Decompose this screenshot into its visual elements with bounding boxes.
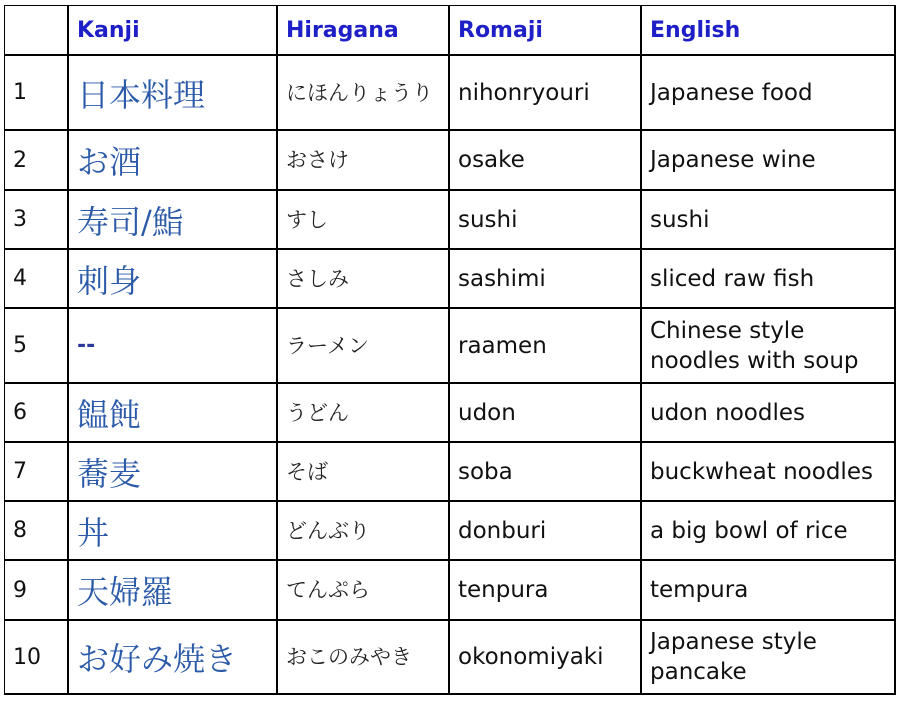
romaji-cell: okonomiyaki (450, 621, 642, 695)
english-cell: a big bowl of rice (642, 502, 896, 561)
kanji-cell: 蕎麦 (69, 443, 278, 502)
romaji-cell: nihonryouri (450, 56, 642, 131)
english-cell: sliced raw fish (642, 250, 896, 309)
kanji-cell: お酒 (69, 131, 278, 191)
romaji-cell: osake (450, 131, 642, 191)
hiragana-cell: ラーメン (278, 309, 450, 384)
table-row (5, 56, 896, 131)
header-number (5, 6, 69, 56)
row-number: 3 (5, 191, 69, 250)
english-cell: Chinese style noodles with soup (642, 309, 896, 384)
kanji-cell: -- (69, 309, 278, 384)
hiragana-cell: にほんりょうり (278, 56, 450, 131)
english-cell: buckwheat noodles (642, 443, 896, 502)
kanji-cell: 丼 (69, 502, 278, 561)
hiragana-cell: てんぷら (278, 561, 450, 621)
header-english: English (642, 6, 896, 56)
table-row (5, 384, 896, 443)
table-row (5, 250, 896, 309)
hiragana-cell: どんぶり (278, 502, 450, 561)
row-number: 9 (5, 561, 69, 621)
row-number: 4 (5, 250, 69, 309)
table-row (5, 502, 896, 561)
kanji-cell: お好み焼き (69, 621, 278, 695)
romaji-cell: sashimi (450, 250, 642, 309)
english-cell: Japanese wine (642, 131, 896, 191)
romaji-cell: tenpura (450, 561, 642, 621)
romaji-cell: udon (450, 384, 642, 443)
kanji-cell: 刺身 (69, 250, 278, 309)
row-number: 1 (5, 56, 69, 131)
romaji-cell: donburi (450, 502, 642, 561)
table-row (5, 131, 896, 191)
english-cell: Japanese style pancake (642, 621, 896, 695)
english-cell: sushi (642, 191, 896, 250)
hiragana-cell: すし (278, 191, 450, 250)
row-number: 8 (5, 502, 69, 561)
english-cell: tempura (642, 561, 896, 621)
hiragana-cell: そば (278, 443, 450, 502)
row-number: 2 (5, 131, 69, 191)
english-cell: Japanese food (642, 56, 896, 131)
header-romaji: Romaji (450, 6, 642, 56)
romaji-cell: soba (450, 443, 642, 502)
row-number: 7 (5, 443, 69, 502)
romaji-cell: sushi (450, 191, 642, 250)
row-number: 5 (5, 309, 69, 384)
kanji-cell: 日本料理 (69, 56, 278, 131)
table-row (5, 191, 896, 250)
vocabulary-table (4, 5, 896, 695)
romaji-cell: raamen (450, 309, 642, 384)
table-row (5, 443, 896, 502)
table-row (5, 621, 896, 695)
hiragana-cell: おさけ (278, 131, 450, 191)
header-row (5, 6, 896, 56)
kanji-cell: 饂飩 (69, 384, 278, 443)
table-row (5, 309, 896, 384)
hiragana-cell: さしみ (278, 250, 450, 309)
header-kanji: Kanji (69, 6, 278, 56)
kanji-cell: 天婦羅 (69, 561, 278, 621)
header-hiragana: Hiragana (278, 6, 450, 56)
hiragana-cell: おこのみやき (278, 621, 450, 695)
row-number: 6 (5, 384, 69, 443)
row-number: 10 (5, 621, 69, 695)
hiragana-cell: うどん (278, 384, 450, 443)
table-row (5, 561, 896, 621)
kanji-cell: 寿司/鮨 (69, 191, 278, 250)
english-cell: udon noodles (642, 384, 896, 443)
